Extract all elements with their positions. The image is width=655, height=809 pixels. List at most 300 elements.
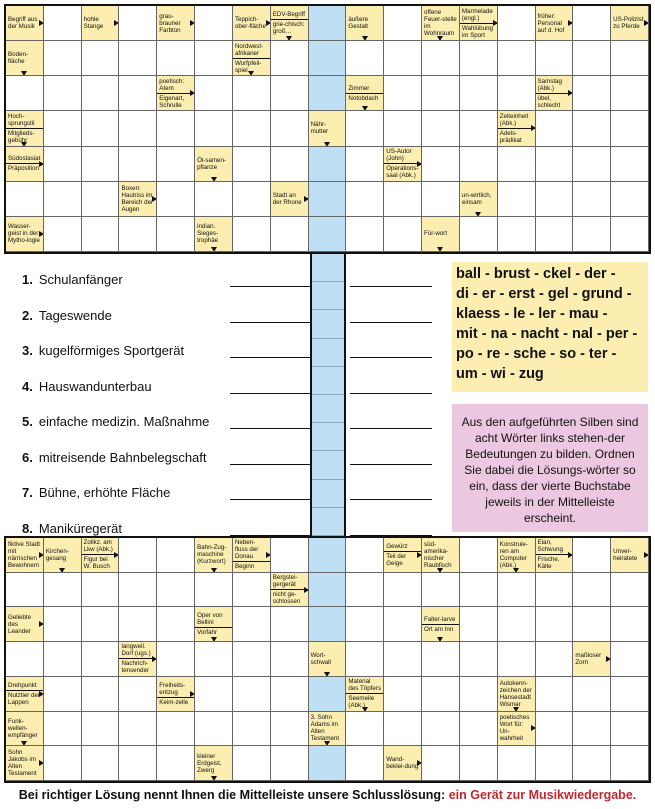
answer-cell[interactable] — [271, 642, 309, 677]
clue-line: 7. Bühne, erhöhte Fläche — [22, 475, 442, 511]
answer-cell[interactable] — [157, 746, 195, 781]
clue-text: Nutztier der Lappen — [8, 691, 40, 706]
clue-text: Boxen: Hautriss im Bereich der Augen — [121, 184, 154, 213]
answer-cell[interactable] — [82, 182, 120, 217]
answer-cell[interactable] — [233, 712, 271, 747]
syllable-line: klaess - le - ler - mau - — [456, 306, 608, 322]
clue-text: Beginn — [234, 563, 255, 571]
answer-cell[interactable] — [44, 6, 82, 41]
clue-text: Zimmer — [348, 84, 370, 92]
clue-cell — [157, 76, 195, 111]
clue-text: offene Feuer-stelle im Wohnraum — [424, 9, 457, 38]
clue-cell — [195, 538, 233, 573]
answer-cell[interactable] — [119, 217, 157, 252]
clue-text: Elan, Schwung — [537, 539, 563, 554]
answer-cell[interactable] — [573, 6, 611, 41]
answer-cell[interactable] — [573, 41, 611, 76]
answer-cell[interactable] — [498, 41, 536, 76]
syllable-clues-list — [22, 262, 442, 546]
answer-cell[interactable] — [309, 573, 347, 608]
clue-text: Notobdach — [348, 94, 379, 102]
clue-text: Figur bei W. Busch — [83, 556, 110, 571]
answer-cell[interactable] — [384, 182, 422, 217]
clue-cell — [309, 642, 347, 677]
answer-cell[interactable] — [460, 712, 498, 747]
answer-cell[interactable] — [119, 76, 157, 111]
answer-cell[interactable] — [44, 41, 82, 76]
answer-cell[interactable] — [233, 746, 271, 781]
answer-cell[interactable] — [309, 41, 347, 76]
answer-cell[interactable] — [44, 746, 82, 781]
clue-cell — [573, 642, 611, 677]
clue-cell — [6, 538, 44, 573]
clue-text: fiktive Stadt mit närrischen Bewohnern — [8, 540, 40, 569]
clue-text: äußere Gestalt — [348, 16, 369, 31]
clue-text: Oper von Bellini — [197, 612, 223, 627]
answer-cell[interactable] — [233, 607, 271, 642]
answer-cell[interactable] — [384, 41, 422, 76]
answer-cell[interactable] — [44, 642, 82, 677]
answer-cell[interactable] — [536, 677, 574, 712]
answer-cell[interactable] — [157, 217, 195, 252]
clue-cell — [195, 746, 233, 781]
answer-cell[interactable] — [346, 642, 384, 677]
clue-text: Wort-schwall — [310, 651, 331, 666]
answer-cell[interactable] — [271, 111, 309, 146]
answer-cell[interactable] — [44, 573, 82, 608]
answer-cell[interactable] — [195, 41, 233, 76]
clue-text: Eigenart, Schrulle — [159, 94, 185, 109]
answer-cell[interactable] — [195, 182, 233, 217]
answer-cell[interactable] — [271, 538, 309, 573]
clue-cell — [498, 111, 536, 146]
syllable-line: mit - na - nacht - nal - per - — [456, 326, 638, 342]
clue-text: übel, schlecht — [537, 94, 561, 109]
answer-cell[interactable] — [346, 538, 384, 573]
answer-cell[interactable] — [82, 573, 120, 608]
answer-cell[interactable] — [119, 712, 157, 747]
clue-text: Material des Töpfers — [348, 678, 381, 693]
answer-cell[interactable] — [498, 607, 536, 642]
answer-cell[interactable] — [460, 607, 498, 642]
answer-cell[interactable] — [82, 217, 120, 252]
answer-cell[interactable] — [157, 538, 195, 573]
answer-cell[interactable] — [119, 607, 157, 642]
clue-cell — [536, 76, 574, 111]
answer-cell[interactable] — [611, 111, 649, 146]
answer-cell[interactable] — [460, 111, 498, 146]
clue-text: Gewürz — [386, 542, 408, 550]
answer-cell[interactable] — [498, 6, 536, 41]
answer-cell[interactable] — [498, 573, 536, 608]
answer-cell[interactable] — [44, 712, 82, 747]
answer-cell[interactable] — [6, 573, 44, 608]
answer-cell[interactable] — [44, 217, 82, 252]
answer-cell[interactable] — [611, 712, 649, 747]
answer-cell[interactable] — [119, 677, 157, 712]
answer-cell[interactable] — [384, 6, 422, 41]
answer-cell[interactable] — [271, 76, 309, 111]
answer-cell[interactable] — [6, 642, 44, 677]
clue-text: Keim-zelle — [159, 698, 189, 706]
clue-cell — [611, 6, 649, 41]
answer-cell[interactable] — [309, 182, 347, 217]
clue-cell — [233, 538, 271, 573]
answer-cell[interactable] — [157, 111, 195, 146]
clue-cell — [6, 6, 44, 41]
clue-line: 5. einfache medizin. Maßnahme — [22, 404, 442, 440]
clue-text: Wand-beklei-dung — [386, 756, 419, 771]
answer-cell[interactable] — [422, 677, 460, 712]
answer-cell[interactable] — [611, 677, 649, 712]
clue-text: Wurfpfeil-spiel — [234, 59, 262, 74]
answer-cell[interactable] — [573, 607, 611, 642]
answer-cell[interactable] — [422, 41, 460, 76]
clue-text: Nähr-mutter — [310, 121, 329, 136]
clue-text: Kirchen-gesang — [45, 547, 69, 562]
answer-cell[interactable] — [573, 746, 611, 781]
answer-cell[interactable] — [271, 677, 309, 712]
clue-cell — [6, 746, 44, 781]
answer-cell[interactable] — [44, 111, 82, 146]
answer-cell[interactable] — [536, 607, 574, 642]
answer-cell[interactable] — [157, 642, 195, 677]
answer-cell[interactable] — [384, 677, 422, 712]
answer-cell[interactable] — [233, 182, 271, 217]
answer-cell[interactable] — [119, 573, 157, 608]
answer-cell[interactable] — [309, 147, 347, 182]
answer-cell[interactable] — [309, 76, 347, 111]
answer-cell[interactable] — [309, 607, 347, 642]
answer-cell[interactable] — [422, 182, 460, 217]
answer-cell[interactable] — [157, 607, 195, 642]
clue-cell — [6, 217, 44, 252]
answer-cell[interactable] — [6, 76, 44, 111]
answer-cell[interactable] — [119, 746, 157, 781]
arrow-icon — [437, 247, 443, 252]
answer-cell[interactable] — [271, 712, 309, 747]
clue-line: 4. Hauswandunterbau — [22, 369, 442, 405]
clue-text: indian. Sieges-trophäe — [197, 223, 219, 245]
answer-cell[interactable] — [233, 111, 271, 146]
answer-cell[interactable] — [573, 147, 611, 182]
answer-cell[interactable] — [44, 607, 82, 642]
clue-text: Konstruie-ren am Computer (Abk.) — [499, 540, 528, 569]
answer-cell[interactable] — [460, 147, 498, 182]
clue-text: Funk-wellen-empfänger — [8, 717, 38, 739]
answer-cell[interactable] — [384, 642, 422, 677]
answer-cell[interactable] — [498, 217, 536, 252]
clue-cell — [6, 41, 44, 76]
answer-cell[interactable] — [611, 746, 649, 781]
clue-cell — [498, 677, 536, 712]
clue-text: Teppich-ober-fläche — [234, 16, 266, 31]
clue-cell — [422, 217, 460, 252]
answer-cell[interactable] — [119, 41, 157, 76]
clue-cell — [6, 111, 44, 146]
clue-cell — [384, 746, 422, 781]
answer-cell[interactable] — [422, 147, 460, 182]
answer-cell[interactable] — [195, 712, 233, 747]
clue-text: grie-chisch: groß… — [272, 21, 305, 36]
clue-cell — [271, 6, 309, 41]
clue-text: Begriff aus der Musik — [8, 16, 38, 31]
answer-cell[interactable] — [611, 642, 649, 677]
clue-text: Wasser-geist in der Mytho-logie — [8, 223, 40, 245]
answer-cell[interactable] — [346, 41, 384, 76]
arrow-icon — [211, 247, 217, 252]
answer-cell[interactable] — [309, 677, 347, 712]
answer-cell[interactable] — [82, 677, 120, 712]
clue-text: EDV-Begriff — [272, 11, 305, 19]
clue-text: poetisches Wort für: Un-wahrheit — [499, 714, 530, 743]
answer-cell[interactable] — [536, 642, 574, 677]
answer-cell[interactable] — [422, 76, 460, 111]
answer-cell[interactable] — [195, 573, 233, 608]
clue-text: Geliebte des Leander — [8, 613, 32, 635]
syllable-line: um - wi - zug — [456, 366, 544, 382]
answer-cell[interactable] — [309, 538, 347, 573]
clue-cell — [233, 41, 271, 76]
answer-cell[interactable] — [157, 712, 195, 747]
answer-cell[interactable] — [611, 76, 649, 111]
clue-text: kleiner Erdgeist, Zwerg — [197, 752, 222, 774]
answer-cell[interactable] — [346, 111, 384, 146]
answer-cell[interactable] — [611, 607, 649, 642]
answer-cell[interactable] — [573, 217, 611, 252]
answer-cell[interactable] — [573, 573, 611, 608]
answer-cell[interactable] — [384, 76, 422, 111]
clue-text: 3. Sohn Adams im Alten Testament — [310, 714, 340, 743]
answer-cell[interactable] — [346, 746, 384, 781]
answer-cell[interactable] — [573, 712, 611, 747]
answer-cell[interactable] — [573, 538, 611, 573]
clue-line: 3. kugelförmiges Sportgerät — [22, 333, 442, 369]
answer-cell[interactable] — [536, 111, 574, 146]
answer-cell[interactable] — [82, 607, 120, 642]
arrow-icon — [644, 20, 649, 26]
clue-text: Stadt an der Rhone — [272, 191, 302, 206]
clue-cell — [157, 677, 195, 712]
answer-cell[interactable] — [44, 182, 82, 217]
clue-text: Freiheits-entzug — [159, 681, 186, 696]
answer-cell[interactable] — [44, 147, 82, 182]
answer-cell[interactable] — [119, 147, 157, 182]
syllable-box — [452, 262, 648, 392]
answer-cell[interactable] — [195, 76, 233, 111]
answer-cell[interactable] — [422, 111, 460, 146]
answer-cell[interactable] — [573, 111, 611, 146]
arrow-icon — [211, 776, 217, 781]
answer-cell[interactable] — [611, 41, 649, 76]
answer-cell[interactable] — [233, 642, 271, 677]
answer-cell[interactable] — [346, 182, 384, 217]
answer-cell[interactable] — [271, 607, 309, 642]
answer-cell[interactable] — [460, 538, 498, 573]
clue-cell — [271, 573, 309, 608]
clue-text: Ort am Inn — [424, 625, 454, 633]
clue-line: 1. Schulanfänger — [22, 262, 442, 298]
answer-cell[interactable] — [536, 712, 574, 747]
syllable-line: di - er - erst - gel - grund - — [456, 286, 632, 302]
clue-text: Boden-fläche — [8, 51, 28, 66]
clue-cell — [195, 607, 233, 642]
answer-cell[interactable] — [611, 217, 649, 252]
answer-cell[interactable] — [460, 76, 498, 111]
clue-cell — [422, 538, 460, 573]
answer-cell[interactable] — [195, 111, 233, 146]
answer-cell[interactable] — [536, 746, 574, 781]
answer-cell[interactable] — [309, 6, 347, 41]
answer-cell[interactable] — [460, 642, 498, 677]
answer-cell[interactable] — [498, 147, 536, 182]
answer-cell[interactable] — [460, 573, 498, 608]
answer-cell[interactable] — [422, 746, 460, 781]
answer-cell[interactable] — [271, 41, 309, 76]
clue-text: Autokenn-zeichen der Hansestadt Wismar — [499, 679, 532, 708]
clue-text: Bergstei-gergerät — [272, 574, 298, 589]
answer-cell[interactable] — [119, 6, 157, 41]
answer-cell[interactable] — [384, 111, 422, 146]
clue-text: poetisch: Atem — [159, 77, 185, 92]
answer-cell[interactable] — [233, 677, 271, 712]
answer-cell[interactable] — [536, 217, 574, 252]
clue-cell — [611, 538, 649, 573]
answer-cell[interactable] — [271, 746, 309, 781]
answer-cell[interactable] — [460, 41, 498, 76]
answer-cell[interactable] — [119, 538, 157, 573]
answer-cell[interactable] — [573, 76, 611, 111]
answer-cell[interactable] — [498, 76, 536, 111]
answer-cell[interactable] — [119, 111, 157, 146]
clue-text: Nordwest-afrikaner — [234, 42, 264, 57]
answer-cell[interactable] — [346, 217, 384, 252]
clue-text: Öl-samen-pflanze — [197, 156, 226, 171]
clue-cell — [119, 182, 157, 217]
answer-cell[interactable] — [460, 677, 498, 712]
answer-cell[interactable] — [384, 712, 422, 747]
clue-text: Für-wort — [424, 230, 448, 238]
clue-cell — [460, 182, 498, 217]
answer-cell[interactable] — [44, 677, 82, 712]
answer-cell[interactable] — [157, 41, 195, 76]
answer-cell[interactable] — [611, 573, 649, 608]
answer-cell[interactable] — [384, 607, 422, 642]
answer-cell[interactable] — [460, 746, 498, 781]
clue-cell — [536, 6, 574, 41]
clue-cell — [195, 147, 233, 182]
answer-cell[interactable] — [498, 182, 536, 217]
answer-cell[interactable] — [422, 573, 460, 608]
clue-text: Zollkz. am Lkw (Abk.) — [83, 539, 113, 554]
answer-cell[interactable] — [536, 182, 574, 217]
clue-text: grau-brauner Farbton — [159, 12, 181, 34]
clue-text: Präposition — [8, 165, 39, 173]
syllable-line: po - re - sche - so - ter - — [456, 346, 617, 362]
answer-cell[interactable] — [384, 217, 422, 252]
answer-cell[interactable] — [611, 182, 649, 217]
clue-text: Seemeile (Abk.) — [348, 695, 375, 710]
clue-text: Teil der Geige — [386, 552, 407, 567]
answer-cell[interactable] — [82, 76, 120, 111]
answer-cell[interactable] — [498, 746, 536, 781]
clue-cell — [6, 607, 44, 642]
clue-text: Nachrich-tensender — [121, 660, 149, 675]
answer-cell[interactable] — [536, 41, 574, 76]
answer-cell[interactable] — [309, 746, 347, 781]
answer-cell[interactable] — [271, 217, 309, 252]
instructions-box: Aus den aufgeführten Silben sind acht Wörter links stehen-der Bedeutungen zu bilden. Ordnen Sie dabei die Lösungs-wörter so ein, dass der vierte Buchstabe jeweils in der Mittelleiste erscheint. — [452, 404, 648, 532]
clue-cell — [536, 538, 574, 573]
answer-cell[interactable] — [233, 573, 271, 608]
answer-cell[interactable] — [82, 147, 120, 182]
clue-cell — [44, 538, 82, 573]
clue-cell — [460, 6, 498, 41]
clue-text: Adels-prädikat — [499, 129, 522, 144]
answer-cell[interactable] — [44, 76, 82, 111]
clue-cell — [422, 6, 460, 41]
crossword-grid-bottom — [4, 536, 651, 783]
clue-cell — [309, 111, 347, 146]
answer-cell[interactable] — [309, 217, 347, 252]
answer-cell[interactable] — [573, 677, 611, 712]
answer-cell[interactable] — [157, 573, 195, 608]
answer-cell[interactable] — [82, 712, 120, 747]
clue-cell — [6, 147, 44, 182]
answer-cell[interactable] — [422, 712, 460, 747]
answer-cell[interactable] — [157, 182, 195, 217]
answer-cell[interactable] — [611, 147, 649, 182]
clue-text: nicht ge-schlossen — [272, 591, 301, 606]
answer-cell[interactable] — [346, 573, 384, 608]
answer-cell[interactable] — [536, 147, 574, 182]
answer-cell[interactable] — [346, 607, 384, 642]
answer-cell[interactable] — [460, 217, 498, 252]
answer-cell[interactable] — [82, 746, 120, 781]
answer-cell[interactable] — [82, 41, 120, 76]
clue-text: Neben-fluss der Donau — [234, 539, 259, 561]
clue-cell — [422, 607, 460, 642]
answer-cell[interactable] — [233, 147, 271, 182]
crossword-grid-top — [4, 4, 651, 254]
answer-cell[interactable] — [195, 677, 233, 712]
clue-cell — [384, 147, 422, 182]
answer-cell[interactable] — [422, 642, 460, 677]
answer-cell[interactable] — [82, 111, 120, 146]
answer-cell[interactable] — [195, 642, 233, 677]
answer-cell[interactable] — [233, 217, 271, 252]
answer-cell[interactable] — [346, 712, 384, 747]
answer-cell[interactable] — [157, 147, 195, 182]
clue-text: Falter-larve — [424, 615, 456, 623]
clue-cell — [346, 76, 384, 111]
clue-text: hohle Stange — [83, 16, 104, 31]
answer-cell[interactable] — [233, 76, 271, 111]
answer-cell[interactable] — [82, 642, 120, 677]
answer-cell[interactable] — [195, 6, 233, 41]
clue-cell — [498, 712, 536, 747]
clue-text: US-Polizist zu Pferde — [613, 16, 644, 31]
answer-cell[interactable] — [6, 182, 44, 217]
clue-text: Bahn-Zug-maschine (Kurzwort) — [197, 544, 227, 566]
answer-cell[interactable] — [346, 147, 384, 182]
answer-cell[interactable] — [536, 573, 574, 608]
answer-cell[interactable] — [498, 642, 536, 677]
clue-text: Unver-heiratete — [613, 547, 638, 562]
answer-cell[interactable] — [573, 182, 611, 217]
answer-cell[interactable] — [384, 573, 422, 608]
answer-cell[interactable] — [271, 147, 309, 182]
